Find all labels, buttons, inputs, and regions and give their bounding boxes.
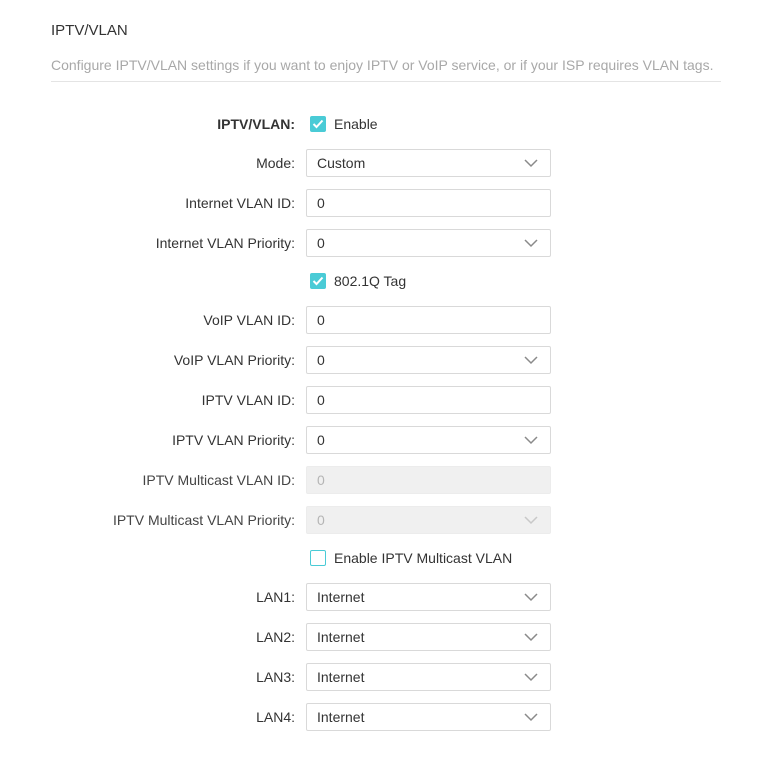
lan1-value: Internet bbox=[317, 589, 365, 605]
chevron-down-icon bbox=[524, 515, 538, 525]
lan1-row bbox=[0, 583, 758, 611]
iptv-multicast-vlan-id-row bbox=[0, 466, 758, 494]
internet-vlan-id-label: Internet VLAN ID: bbox=[185, 195, 295, 211]
iptv-vlan-priority-select[interactable] bbox=[306, 426, 551, 454]
iptv-vlan-priority-label: IPTV VLAN Priority: bbox=[172, 432, 295, 448]
iptv-multicast-vlan-priority-label: IPTV Multicast VLAN Priority: bbox=[112, 512, 295, 528]
lan3-label: LAN3: bbox=[256, 669, 295, 685]
iptv-vlan-id-row bbox=[0, 386, 758, 414]
tag-8021q-checkbox[interactable] bbox=[310, 273, 326, 289]
lan2-select[interactable] bbox=[306, 623, 551, 651]
iptv-multicast-vlan-id-value: 0 bbox=[317, 472, 325, 488]
internet-vlan-id-value: 0 bbox=[317, 195, 325, 211]
iptv-vlan-enable-label[interactable]: Enable bbox=[334, 116, 378, 132]
voip-vlan-id-row bbox=[0, 306, 758, 334]
iptv-vlan-row bbox=[0, 110, 758, 138]
check-icon bbox=[312, 119, 324, 129]
iptv-multicast-vlan-id-label: IPTV Multicast VLAN ID: bbox=[142, 472, 295, 488]
lan2-row bbox=[0, 623, 758, 651]
internet-vlan-id-row bbox=[0, 189, 758, 217]
page-description: Configure IPTV/VLAN settings if you want to enjoy IPTV or VoIP service, or if your ISP requires VLAN tags. bbox=[51, 57, 714, 73]
iptv-multicast-vlan-priority-value: 0 bbox=[317, 512, 325, 528]
voip-vlan-id-label: VoIP VLAN ID: bbox=[203, 312, 295, 328]
chevron-down-icon bbox=[524, 712, 538, 722]
chevron-down-icon bbox=[524, 632, 538, 642]
voip-vlan-id-input[interactable] bbox=[306, 306, 551, 334]
mode-row bbox=[0, 149, 758, 177]
lan4-value: Internet bbox=[317, 709, 365, 725]
mode-select[interactable] bbox=[306, 149, 551, 177]
voip-vlan-priority-select[interactable] bbox=[306, 346, 551, 374]
chevron-down-icon bbox=[524, 158, 538, 168]
lan1-label: LAN1: bbox=[256, 589, 295, 605]
chevron-down-icon bbox=[524, 592, 538, 602]
chevron-down-icon bbox=[524, 355, 538, 365]
internet-vlan-priority-label: Internet VLAN Priority: bbox=[155, 235, 295, 251]
internet-vlan-priority-select[interactable] bbox=[306, 229, 551, 257]
iptv-vlan-id-value: 0 bbox=[317, 392, 325, 408]
internet-vlan-priority-value: 0 bbox=[317, 235, 325, 251]
iptv-vlan-id-label: IPTV VLAN ID: bbox=[201, 392, 295, 408]
tag-8021q-label[interactable]: 802.1Q Tag bbox=[334, 273, 407, 289]
lan4-row bbox=[0, 703, 758, 731]
enable-multicast-row bbox=[0, 544, 758, 572]
divider bbox=[51, 81, 721, 82]
tag-8021q-row bbox=[0, 267, 758, 295]
lan4-select[interactable] bbox=[306, 703, 551, 731]
internet-vlan-priority-row bbox=[0, 229, 758, 257]
iptv-vlan-priority-value: 0 bbox=[317, 432, 325, 448]
voip-vlan-id-value: 0 bbox=[317, 312, 325, 328]
lan3-value: Internet bbox=[317, 669, 365, 685]
iptv-vlan-priority-row bbox=[0, 426, 758, 454]
chevron-down-icon bbox=[524, 435, 538, 445]
lan1-select[interactable] bbox=[306, 583, 551, 611]
voip-vlan-priority-value: 0 bbox=[317, 352, 325, 368]
iptv-vlan-label: IPTV/VLAN: bbox=[217, 116, 295, 132]
check-icon bbox=[312, 276, 324, 286]
voip-vlan-priority-label: VoIP VLAN Priority: bbox=[173, 352, 295, 368]
iptv-multicast-vlan-priority-select bbox=[306, 506, 551, 534]
iptv-vlan-id-input[interactable] bbox=[306, 386, 551, 414]
iptv-vlan-enable-checkbox[interactable] bbox=[310, 116, 326, 132]
lan4-label: LAN4: bbox=[256, 709, 295, 725]
chevron-down-icon bbox=[524, 672, 538, 682]
mode-label: Mode: bbox=[256, 155, 295, 171]
chevron-down-icon bbox=[524, 238, 538, 248]
internet-vlan-id-input[interactable] bbox=[306, 189, 551, 217]
enable-multicast-label[interactable]: Enable IPTV Multicast VLAN bbox=[334, 550, 513, 566]
lan2-label: LAN2: bbox=[256, 629, 295, 645]
page-title: IPTV/VLAN bbox=[51, 22, 128, 39]
mode-value: Custom bbox=[317, 155, 366, 171]
voip-vlan-priority-row bbox=[0, 346, 758, 374]
iptv-multicast-vlan-priority-row bbox=[0, 506, 758, 534]
enable-multicast-checkbox[interactable] bbox=[310, 550, 326, 566]
lan3-row bbox=[0, 663, 758, 691]
lan3-select[interactable] bbox=[306, 663, 551, 691]
lan2-value: Internet bbox=[317, 629, 365, 645]
iptv-multicast-vlan-id-input bbox=[306, 466, 551, 494]
